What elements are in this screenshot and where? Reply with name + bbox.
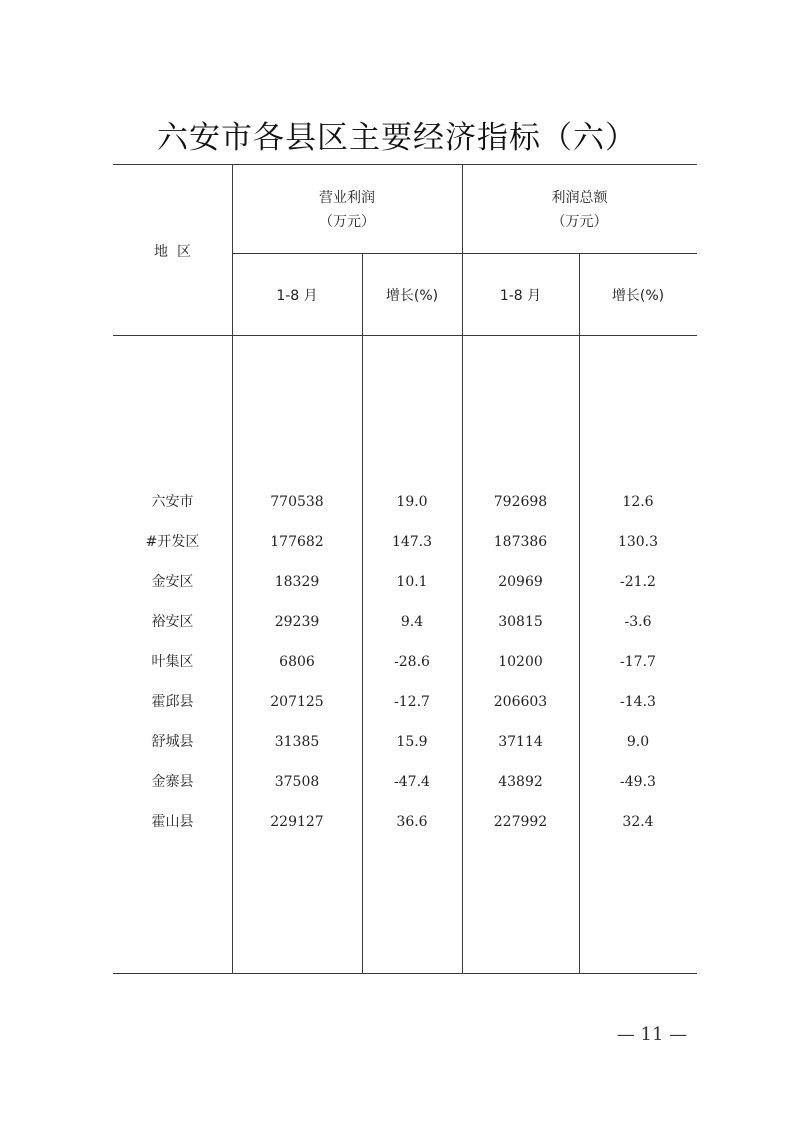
- total-growth-value: -21.2: [620, 574, 656, 590]
- total-growth-value: 9.0: [626, 734, 650, 750]
- region-cell: 霍邱县: [151, 694, 194, 710]
- total-growth-value: -49.3: [620, 774, 656, 790]
- operating-profit-value: 229127: [270, 814, 324, 830]
- page-number: — 11 —: [616, 1024, 688, 1045]
- region-cell: 霍山县: [151, 814, 194, 830]
- total-profit-value: 206603: [493, 694, 548, 710]
- operating-growth-value: 19.0: [396, 494, 428, 510]
- total-profit-value: 10200: [498, 654, 543, 670]
- region-cell: 金寨县: [151, 774, 194, 790]
- total-profit-value: 37114: [498, 734, 543, 750]
- region-cell: 叶集区: [151, 654, 194, 670]
- operating-profit-value: 770538: [270, 494, 324, 510]
- total-period-header: 1-8 月: [499, 288, 542, 304]
- total-profit-value: 187386: [493, 534, 548, 550]
- page-title: 六安市各县区主要经济指标（六）: [157, 120, 637, 156]
- total-profit-value: 227992: [493, 814, 548, 830]
- total-profit-header: [462, 186, 697, 234]
- operating-profit-value: 29239: [274, 614, 320, 630]
- op-growth-header: 增长(%): [385, 288, 439, 304]
- operating-profit-value: 31385: [274, 734, 320, 750]
- total-profit-value: 30815: [498, 614, 543, 630]
- total-profit-value: 43892: [498, 774, 543, 790]
- total-profit-label: 利润总额: [551, 190, 608, 206]
- region-cell: 舒城县: [151, 734, 194, 750]
- region-header: [113, 240, 232, 264]
- operating-growth-value: 36.6: [396, 814, 428, 830]
- region-cell: 金安区: [151, 574, 194, 590]
- operating-growth-value: 15.9: [396, 734, 428, 750]
- total-growth-value: -3.6: [624, 614, 652, 630]
- header-bottom-rule: [113, 335, 697, 336]
- operating-profit-value: 6806: [279, 654, 315, 670]
- operating-profit-unit: （万元）: [319, 214, 375, 230]
- operating-profit-value: 37508: [274, 774, 320, 790]
- operating-growth-value: -12.7: [394, 694, 430, 710]
- region-cell: #开发区: [145, 534, 200, 550]
- region-cell: 六安市: [151, 494, 194, 510]
- total-profit-unit: （万元）: [551, 214, 608, 230]
- table-bottom-rule: [113, 973, 697, 974]
- op-period-header: 1-8 月: [276, 288, 318, 304]
- total-profit-value: 20969: [498, 574, 543, 590]
- total-growth-value: -14.3: [620, 694, 656, 710]
- region-header-label: 地 区: [154, 244, 191, 260]
- operating-growth-value: 9.4: [400, 614, 424, 630]
- operating-profit-value: 18329: [274, 574, 320, 590]
- total-growth-header: 增长(%): [611, 288, 665, 304]
- total-growth-value: -17.7: [620, 654, 656, 670]
- total-profit-value: 792698: [493, 494, 548, 510]
- operating-growth-value: 147.3: [391, 534, 433, 550]
- operating-profit-value: 177682: [270, 534, 324, 550]
- operating-growth-value: -28.6: [394, 654, 430, 670]
- region-cell: 裕安区: [151, 614, 194, 630]
- operating-profit-header: [232, 186, 462, 234]
- header-mid-rule: [232, 253, 697, 254]
- operating-profit-value: 207125: [270, 694, 324, 710]
- total-growth-value: 130.3: [617, 534, 659, 550]
- operating-profit-label: 营业利润: [319, 190, 375, 206]
- total-growth-value: 32.4: [622, 814, 654, 830]
- operating-growth-value: -47.4: [394, 774, 430, 790]
- table-top-rule: [113, 164, 697, 165]
- operating-growth-value: 10.1: [396, 574, 428, 590]
- total-growth-value: 12.6: [622, 494, 654, 510]
